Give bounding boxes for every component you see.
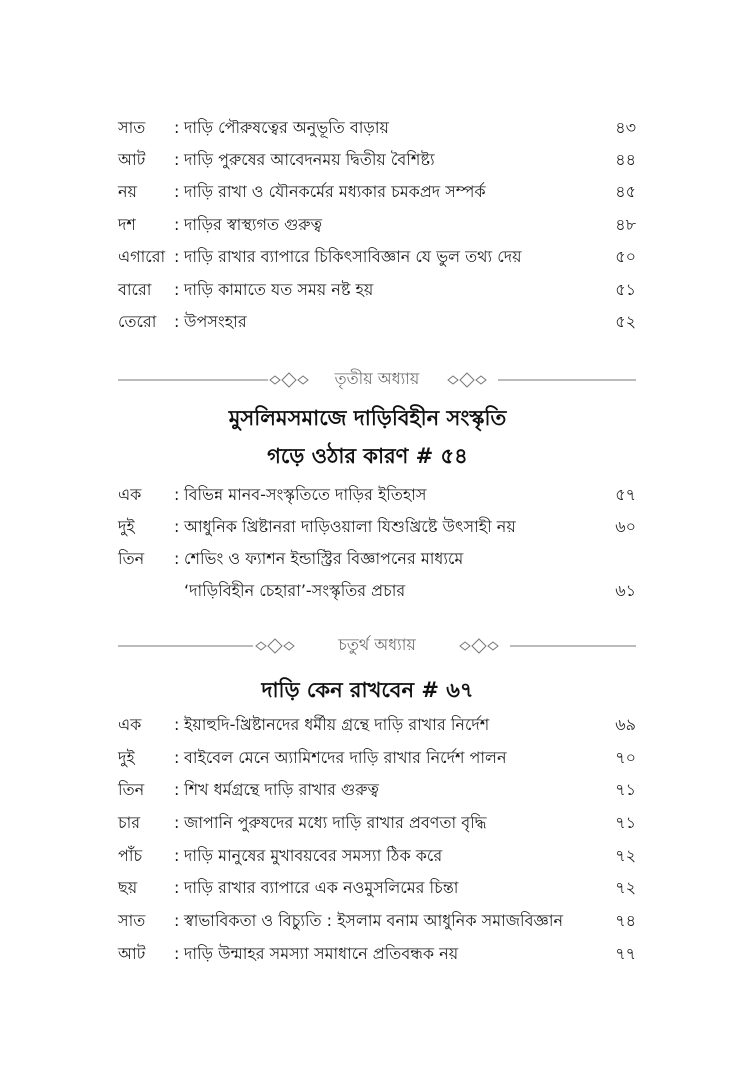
entry-number: বারো: [118, 280, 152, 299]
entry-page: ৪৪: [615, 150, 636, 169]
entry-number: দুই: [118, 517, 135, 536]
entry-colon: :: [174, 813, 180, 832]
toc-entry: [118, 841, 636, 871]
entry-number: চার: [118, 813, 141, 832]
entry-page: ৫০: [615, 247, 636, 266]
entry-title: দাড়ি রাখার ব্যাপারে চিকিৎসাবিজ্ঞান যে ভুল তথ্য দেয়: [184, 247, 522, 266]
entry-title: দাড়ি রাখা ও যৌনকর্মের মধ্যকার চমকপ্রদ সম্পর্ক: [184, 182, 486, 201]
entry-title: স্বাভাবিকতা ও বিচ্যুতি : ইসলাম বনাম আধুনিক সমাজবিজ্ঞান: [184, 911, 564, 930]
toc-entry: [118, 145, 636, 175]
toc-entry: [118, 939, 636, 969]
entry-page: ৫১: [615, 280, 636, 299]
toc-entry: [118, 177, 636, 207]
entry-title: দাড়ি কামাতে যত সময় নষ্ট হয়: [184, 280, 374, 299]
entry-title: উপসংহার: [184, 312, 247, 331]
toc-entry: [118, 275, 636, 305]
entry-number: সাত: [118, 118, 146, 137]
entry-colon: :: [174, 780, 180, 799]
entry-colon: :: [174, 215, 180, 234]
chapter-divider: [118, 362, 636, 398]
entry-number: আট: [118, 944, 146, 963]
entry-colon: :: [174, 517, 180, 536]
entry-colon: :: [174, 485, 180, 504]
entry-page: ৭১: [615, 780, 636, 799]
entry-page: ৭১: [615, 813, 636, 832]
entry-title: দাড়ি পুরুষের আবেদনময় দ্বিতীয় বৈশিষ্ট্য: [184, 150, 435, 169]
entry-colon: :: [174, 748, 180, 767]
entry-number: ছয়: [118, 878, 138, 897]
toc-entry: [118, 873, 636, 903]
entry-page: ৭০: [615, 748, 636, 767]
toc-entry: [118, 544, 636, 606]
entry-colon: :: [174, 150, 180, 169]
entry-title: আধুনিক খ্রিষ্টানরা দাড়িওয়ালা যিশুখ্রিষ্টে উৎসাহী নয়: [184, 517, 516, 536]
toc-entry: [118, 512, 636, 542]
entry-page: ৭৭: [615, 944, 636, 963]
chapter-label: তৃতীয় অধ্যায়: [334, 369, 420, 388]
entry-number: দুই: [118, 748, 135, 767]
entry-colon: :: [174, 182, 180, 201]
entry-page: ৫৭: [615, 485, 636, 504]
entry-colon: :: [174, 846, 180, 865]
entry-colon: :: [174, 944, 180, 963]
chapter-divider: [118, 628, 636, 664]
toc-entry: [118, 307, 636, 337]
entry-title: শেভিং ও ফ্যাশন ইন্ডাস্ট্রির বিজ্ঞাপনের মাধ্যমে: [184, 549, 464, 568]
entry-page: ৬৯: [615, 715, 636, 734]
entry-number: নয়: [118, 182, 137, 201]
entry-page: ৬০: [615, 517, 636, 536]
entry-number: তেরো: [118, 312, 157, 331]
toc-entry: [118, 113, 636, 143]
entry-page: ৫২: [615, 312, 636, 331]
entry-number: সাত: [118, 911, 146, 930]
entry-number: এগারো: [118, 247, 166, 266]
entry-title: জাপানি পুরুষদের মধ্যে দাড়ি রাখার প্রবণতা বৃদ্ধি: [184, 813, 487, 832]
entry-colon: :: [174, 911, 180, 930]
entry-page: ৭২: [615, 878, 636, 897]
entry-title: বাইবেল মেনে অ্যামিশদের দাড়ি রাখার নির্দেশ পালন: [184, 748, 507, 767]
entry-colon: :: [174, 247, 180, 266]
entry-page: ৪৮: [615, 215, 636, 234]
entry-number: এক: [118, 485, 142, 504]
toc-entry: [118, 775, 636, 805]
entry-page: ৭৪: [615, 911, 636, 930]
entry-title-continued: ‘দাড়িবিহীন চেহারা’-সংস্কৃতির প্রচার: [184, 581, 406, 600]
entry-number: তিন: [118, 549, 145, 568]
entry-title: দাড়ি মানুষের মুখাবয়বের সমস্যা ঠিক করে: [184, 846, 443, 865]
entry-colon: :: [174, 312, 180, 331]
entry-title: দাড়ির স্বাস্থ্যগত গুরুত্ব: [184, 215, 322, 234]
entry-title: দাড়ি রাখার ব্যাপারে এক নওমুসলিমের চিন্তা: [184, 878, 459, 897]
entry-number: পাঁচ: [118, 846, 143, 865]
entry-colon: :: [174, 549, 180, 568]
entry-title: ইয়াহুদি-খ্রিষ্টানদের ধর্মীয় গ্রন্থে দাড়ি রাখার নির্দেশ: [184, 715, 490, 734]
entry-page: ৭২: [615, 846, 636, 865]
entry-number: আট: [118, 150, 146, 169]
toc-entry: [118, 480, 636, 510]
entry-title: দাড়ি উন্মাহর সমস্যা সমাধানে প্রতিবন্ধক নয়: [184, 944, 459, 963]
chapter-heading: দাড়ি কেন রাখবেন # ৬৭: [261, 678, 474, 702]
entry-colon: :: [174, 715, 180, 734]
entry-page: ৬১: [615, 581, 636, 600]
toc-entry: [118, 710, 636, 740]
entry-page: ৪৫: [615, 182, 636, 201]
entry-colon: :: [174, 878, 180, 897]
entry-page: ৪৩: [615, 118, 636, 137]
toc-entry: [118, 743, 636, 773]
chapter-heading: মুসলিমসমাজে দাড়িবিহীন সংস্কৃতি: [228, 406, 507, 430]
chapter-label: চতুর্থ অধ্যায়: [338, 635, 416, 654]
entry-number: এক: [118, 715, 142, 734]
entry-number: দশ: [118, 215, 136, 234]
toc-entry: [118, 210, 636, 240]
entry-title: শিখ ধর্মগ্রন্থে দাড়ি রাখার গুরুত্ব: [184, 780, 379, 799]
chapter-heading: গড়ে ওঠার কারণ # ৫৪: [267, 444, 468, 468]
entry-colon: :: [174, 118, 180, 137]
entry-title: বিভিন্ন মানব-সংস্কৃতিতে দাড়ির ইতিহাস: [184, 485, 427, 504]
toc-entry: [118, 906, 636, 936]
entry-title: দাড়ি পৌরুষত্বের অনুভূতি বাড়ায়: [184, 118, 389, 137]
entry-number: তিন: [118, 780, 145, 799]
toc-entry: [118, 242, 636, 272]
entry-colon: :: [174, 280, 180, 299]
toc-entry: [118, 808, 636, 838]
